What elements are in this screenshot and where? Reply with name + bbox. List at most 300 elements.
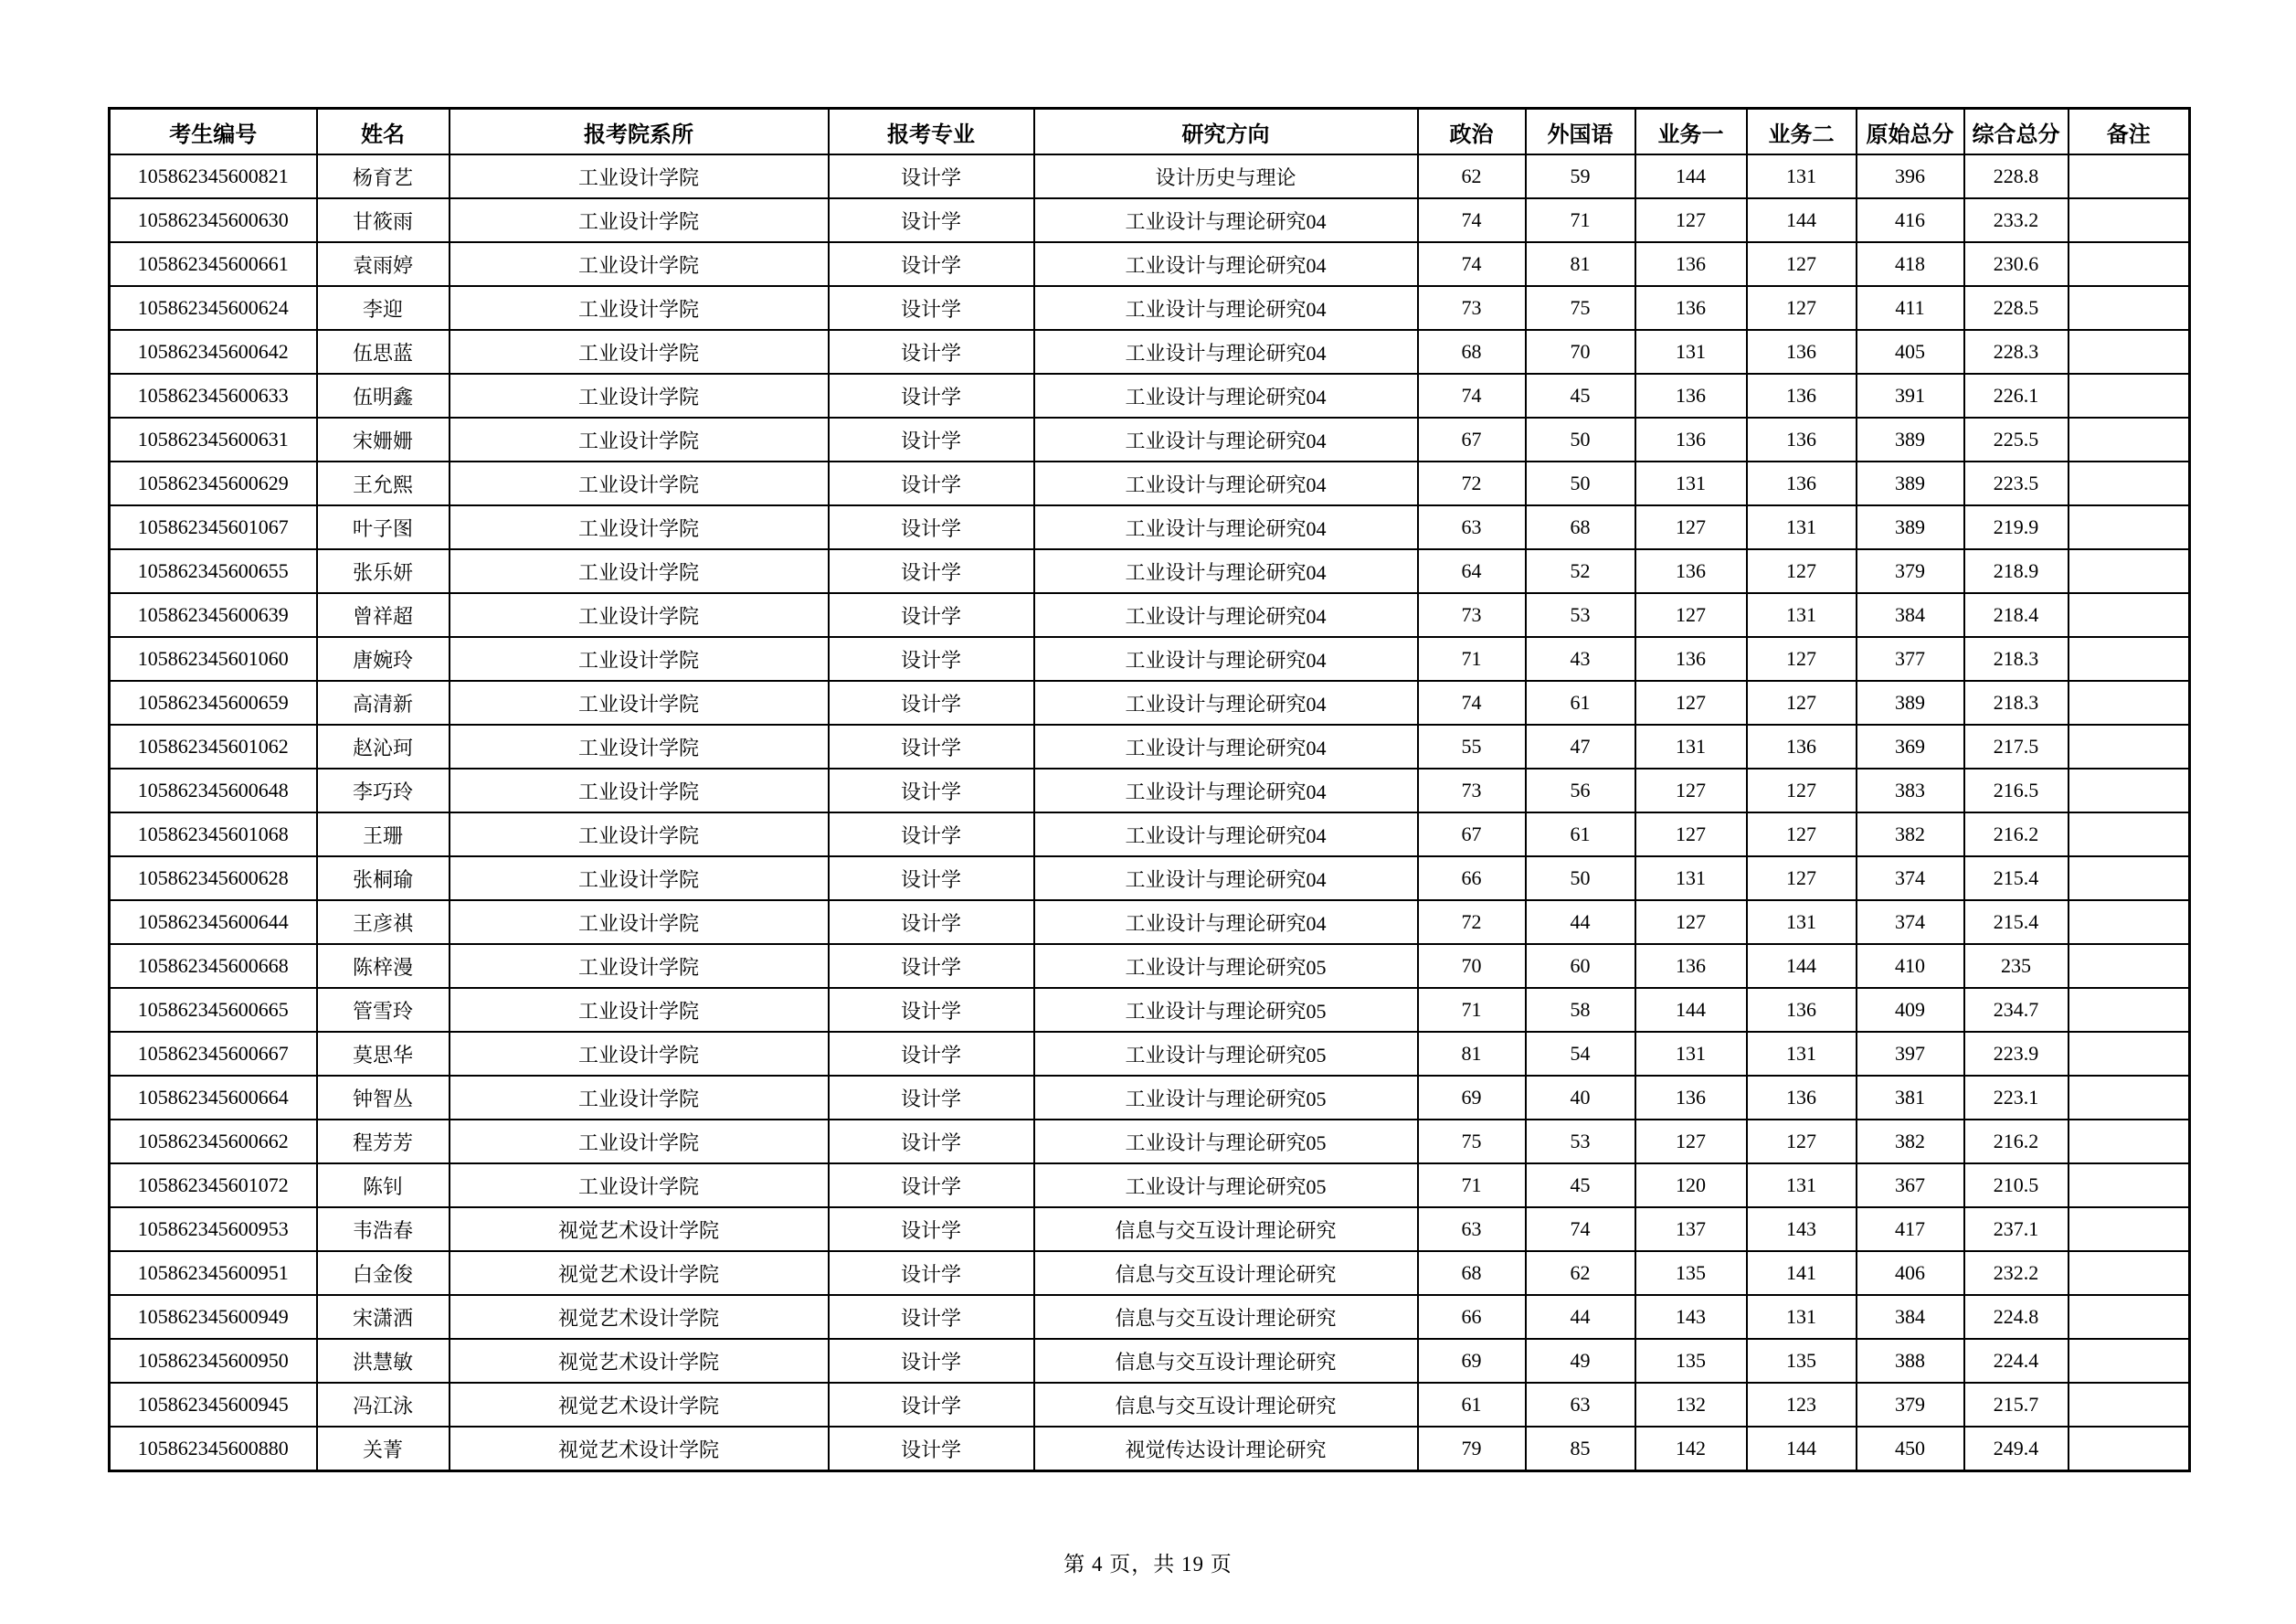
cell: 127: [1747, 812, 1857, 856]
cell: 61: [1526, 681, 1635, 725]
cell: 228.8: [1964, 154, 2069, 198]
cell: 131: [1635, 462, 1747, 505]
cell: 215.4: [1964, 900, 2069, 944]
cell: 131: [1635, 330, 1747, 374]
cell: 233.2: [1964, 198, 2069, 242]
cell: 设计学: [829, 900, 1034, 944]
cell: 74: [1526, 1207, 1635, 1251]
header-row: [110, 109, 2190, 155]
cell: 设计学: [829, 944, 1034, 988]
cell: 131: [1747, 505, 1857, 549]
cell: 视觉艺术设计学院: [450, 1339, 829, 1383]
column-header: 综合总分: [1964, 109, 2069, 155]
cell: 411: [1857, 286, 1964, 330]
cell: 设计学: [829, 330, 1034, 374]
cell: 设计学: [829, 856, 1034, 900]
cell: 设计学: [829, 1383, 1034, 1427]
cell: 144: [1747, 944, 1857, 988]
cell: 设计学: [829, 154, 1034, 198]
cell: 144: [1747, 1427, 1857, 1471]
table-row: [110, 286, 2190, 330]
cell: 127: [1747, 286, 1857, 330]
cell: 105862345600667: [110, 1032, 317, 1076]
cell: 127: [1635, 198, 1747, 242]
cell: 218.9: [1964, 549, 2069, 593]
cell: 冯江泳: [317, 1383, 450, 1427]
cell: 工业设计学院: [450, 198, 829, 242]
cell: 218.3: [1964, 681, 2069, 725]
cell: 74: [1418, 374, 1526, 418]
cell: 工业设计与理论研究05: [1034, 1120, 1418, 1163]
table-row: [110, 812, 2190, 856]
cell: 127: [1747, 549, 1857, 593]
cell: [2069, 593, 2190, 637]
cell: 105862345600821: [110, 154, 317, 198]
cell: 406: [1857, 1251, 1964, 1295]
cell: 74: [1418, 681, 1526, 725]
cell: 设计学: [829, 198, 1034, 242]
cell: 131: [1635, 856, 1747, 900]
cell: 105862345601068: [110, 812, 317, 856]
cell: [2069, 900, 2190, 944]
table-row: [110, 505, 2190, 549]
cell: 工业设计学院: [450, 462, 829, 505]
cell: 85: [1526, 1427, 1635, 1471]
cell: 389: [1857, 462, 1964, 505]
cell: 曾祥超: [317, 593, 450, 637]
column-header: 报考院系所: [450, 109, 829, 155]
table-row: [110, 1207, 2190, 1251]
cell: 工业设计学院: [450, 856, 829, 900]
cell: 105862345600945: [110, 1383, 317, 1427]
column-header: 原始总分: [1857, 109, 1964, 155]
column-header: 外国语: [1526, 109, 1635, 155]
cell: [2069, 1295, 2190, 1339]
cell: 131: [1747, 1295, 1857, 1339]
cell: 工业设计学院: [450, 330, 829, 374]
table-row: [110, 637, 2190, 681]
cell: 136: [1635, 1076, 1747, 1120]
cell: 389: [1857, 681, 1964, 725]
cell: [2069, 1163, 2190, 1207]
cell: 工业设计与理论研究04: [1034, 549, 1418, 593]
cell: 设计学: [829, 725, 1034, 769]
cell: 70: [1418, 944, 1526, 988]
table-row: [110, 374, 2190, 418]
cell: 409: [1857, 988, 1964, 1032]
table-row: [110, 549, 2190, 593]
cell: [2069, 1427, 2190, 1471]
cell: 136: [1747, 462, 1857, 505]
cell: 设计学: [829, 769, 1034, 812]
cell: 249.4: [1964, 1427, 2069, 1471]
cell: 232.2: [1964, 1251, 2069, 1295]
cell: 105862345600953: [110, 1207, 317, 1251]
cell: 226.1: [1964, 374, 2069, 418]
cell: 洪慧敏: [317, 1339, 450, 1383]
cell: 143: [1635, 1295, 1747, 1339]
table-row: [110, 418, 2190, 462]
cell: [2069, 944, 2190, 988]
table-row: [110, 1120, 2190, 1163]
cell: 105862345601067: [110, 505, 317, 549]
cell: 105862345600629: [110, 462, 317, 505]
cell: 工业设计与理论研究04: [1034, 374, 1418, 418]
cell: 工业设计学院: [450, 242, 829, 286]
cell: 66: [1418, 856, 1526, 900]
cell: 宋潇洒: [317, 1295, 450, 1339]
cell: 61: [1418, 1383, 1526, 1427]
cell: 59: [1526, 154, 1635, 198]
cell: 工业设计学院: [450, 1120, 829, 1163]
cell: 132: [1635, 1383, 1747, 1427]
cell: 工业设计与理论研究05: [1034, 1163, 1418, 1207]
cell: 视觉艺术设计学院: [450, 1427, 829, 1471]
cell: 伍明鑫: [317, 374, 450, 418]
column-header: 报考专业: [829, 109, 1034, 155]
cell: 230.6: [1964, 242, 2069, 286]
cell: 136: [1635, 637, 1747, 681]
table-row: [110, 944, 2190, 988]
cell: 410: [1857, 944, 1964, 988]
cell: 127: [1635, 593, 1747, 637]
cell: 136: [1635, 944, 1747, 988]
cell: 383: [1857, 769, 1964, 812]
cell: 127: [1635, 681, 1747, 725]
cell: 49: [1526, 1339, 1635, 1383]
cell: 55: [1418, 725, 1526, 769]
cell: 71: [1526, 198, 1635, 242]
table-row: [110, 769, 2190, 812]
cell: 71: [1418, 988, 1526, 1032]
cell: 陈钊: [317, 1163, 450, 1207]
cell: 李迎: [317, 286, 450, 330]
cell: 陈梓漫: [317, 944, 450, 988]
cell: 设计学: [829, 462, 1034, 505]
cell: 127: [1635, 900, 1747, 944]
cell: 设计学: [829, 1163, 1034, 1207]
cell: 68: [1418, 1251, 1526, 1295]
cell: 384: [1857, 1295, 1964, 1339]
cell: 237.1: [1964, 1207, 2069, 1251]
cell: 210.5: [1964, 1163, 2069, 1207]
table-row: [110, 900, 2190, 944]
cell: 53: [1526, 1120, 1635, 1163]
cell: 223.9: [1964, 1032, 2069, 1076]
cell: 141: [1747, 1251, 1857, 1295]
cell: 105862345600661: [110, 242, 317, 286]
cell: 工业设计学院: [450, 286, 829, 330]
cell: 工业设计学院: [450, 725, 829, 769]
table-row: [110, 1076, 2190, 1120]
cell: 王珊: [317, 812, 450, 856]
cell: 127: [1747, 637, 1857, 681]
column-header: 备注: [2069, 109, 2190, 155]
cell: 视觉艺术设计学院: [450, 1383, 829, 1427]
cell: 43: [1526, 637, 1635, 681]
cell: 105862345600648: [110, 769, 317, 812]
cell: 钟智丛: [317, 1076, 450, 1120]
cell: 384: [1857, 593, 1964, 637]
cell: 工业设计学院: [450, 637, 829, 681]
cell: 127: [1635, 505, 1747, 549]
cell: 程芳芳: [317, 1120, 450, 1163]
cell: [2069, 1207, 2190, 1251]
cell: [2069, 637, 2190, 681]
cell: 71: [1418, 1163, 1526, 1207]
cell: 工业设计与理论研究05: [1034, 988, 1418, 1032]
cell: 105862345600633: [110, 374, 317, 418]
cell: 143: [1747, 1207, 1857, 1251]
table-row: [110, 1383, 2190, 1427]
cell: 219.9: [1964, 505, 2069, 549]
cell: 105862345600630: [110, 198, 317, 242]
column-header: 政治: [1418, 109, 1526, 155]
cell: 136: [1635, 374, 1747, 418]
cell: 53: [1526, 593, 1635, 637]
cell: 工业设计学院: [450, 1032, 829, 1076]
cell: 唐婉玲: [317, 637, 450, 681]
cell: 视觉艺术设计学院: [450, 1207, 829, 1251]
cell: 工业设计与理论研究05: [1034, 1032, 1418, 1076]
cell: 71: [1418, 637, 1526, 681]
cell: [2069, 549, 2190, 593]
cell: 131: [1747, 154, 1857, 198]
cell: 叶子图: [317, 505, 450, 549]
cell: 74: [1418, 198, 1526, 242]
cell: 信息与交互设计理论研究: [1034, 1295, 1418, 1339]
cell: 382: [1857, 1120, 1964, 1163]
cell: 50: [1526, 462, 1635, 505]
cell: 105862345601072: [110, 1163, 317, 1207]
cell: 设计学: [829, 812, 1034, 856]
table-row: [110, 1339, 2190, 1383]
cell: 王彦祺: [317, 900, 450, 944]
cell: 216.2: [1964, 812, 2069, 856]
cell: 工业设计学院: [450, 154, 829, 198]
table-row: [110, 681, 2190, 725]
cell: 63: [1418, 1207, 1526, 1251]
cell: 伍思蓝: [317, 330, 450, 374]
cell: 450: [1857, 1427, 1964, 1471]
cell: 215.7: [1964, 1383, 2069, 1427]
cell: 工业设计与理论研究05: [1034, 1076, 1418, 1120]
cell: 216.2: [1964, 1120, 2069, 1163]
cell: 62: [1526, 1251, 1635, 1295]
cell: 123: [1747, 1383, 1857, 1427]
cell: 设计学: [829, 505, 1034, 549]
cell: 工业设计与理论研究05: [1034, 944, 1418, 988]
cell: 52: [1526, 549, 1635, 593]
cell: [2069, 374, 2190, 418]
cell: 袁雨婷: [317, 242, 450, 286]
cell: 144: [1635, 988, 1747, 1032]
cell: 223.1: [1964, 1076, 2069, 1120]
cell: 215.4: [1964, 856, 2069, 900]
cell: 44: [1526, 1295, 1635, 1339]
cell: 工业设计与理论研究04: [1034, 812, 1418, 856]
cell: 81: [1526, 242, 1635, 286]
cell: 105862345601060: [110, 637, 317, 681]
cell: 设计历史与理论: [1034, 154, 1418, 198]
cell: 127: [1747, 242, 1857, 286]
cell: 工业设计与理论研究04: [1034, 330, 1418, 374]
cell: 工业设计与理论研究04: [1034, 198, 1418, 242]
table-row: [110, 1427, 2190, 1471]
cell: 70: [1526, 330, 1635, 374]
cell: 216.5: [1964, 769, 2069, 812]
cell: 设计学: [829, 242, 1034, 286]
cell: 73: [1418, 286, 1526, 330]
cell: 131: [1635, 1032, 1747, 1076]
cell: 56: [1526, 769, 1635, 812]
cell: 377: [1857, 637, 1964, 681]
cell: 223.5: [1964, 462, 2069, 505]
cell: 设计学: [829, 1076, 1034, 1120]
cell: 388: [1857, 1339, 1964, 1383]
cell: 131: [1747, 593, 1857, 637]
cell: 工业设计与理论研究04: [1034, 725, 1418, 769]
cell: 设计学: [829, 1295, 1034, 1339]
cell: 58: [1526, 988, 1635, 1032]
cell: 374: [1857, 856, 1964, 900]
table-row: [110, 856, 2190, 900]
cell: 工业设计学院: [450, 593, 829, 637]
cell: 142: [1635, 1427, 1747, 1471]
cell: 工业设计学院: [450, 505, 829, 549]
cell: 66: [1418, 1295, 1526, 1339]
cell: 设计学: [829, 1032, 1034, 1076]
cell: [2069, 856, 2190, 900]
cell: 62: [1418, 154, 1526, 198]
cell: [2069, 812, 2190, 856]
cell: 67: [1418, 812, 1526, 856]
cell: 131: [1635, 725, 1747, 769]
cell: [2069, 988, 2190, 1032]
cell: 宋姗姗: [317, 418, 450, 462]
cell: [2069, 505, 2190, 549]
cell: 李巧玲: [317, 769, 450, 812]
cell: 工业设计与理论研究04: [1034, 462, 1418, 505]
table-row: [110, 1295, 2190, 1339]
table-row: [110, 154, 2190, 198]
cell: 218.3: [1964, 637, 2069, 681]
cell: 工业设计学院: [450, 1076, 829, 1120]
cell: 工业设计与理论研究04: [1034, 418, 1418, 462]
cell: 69: [1418, 1076, 1526, 1120]
cell: [2069, 154, 2190, 198]
table-row: [110, 725, 2190, 769]
cell: 405: [1857, 330, 1964, 374]
cell: 工业设计与理论研究04: [1034, 856, 1418, 900]
cell: 工业设计学院: [450, 374, 829, 418]
cell: 396: [1857, 154, 1964, 198]
cell: 设计学: [829, 1339, 1034, 1383]
cell: 105862345600659: [110, 681, 317, 725]
cell: 75: [1526, 286, 1635, 330]
cell: 105862345600950: [110, 1339, 317, 1383]
cell: 127: [1635, 1120, 1747, 1163]
cell: 设计学: [829, 1251, 1034, 1295]
cell: 68: [1418, 330, 1526, 374]
cell: 60: [1526, 944, 1635, 988]
cell: 工业设计与理论研究04: [1034, 637, 1418, 681]
table-body: [110, 154, 2190, 1471]
cell: 设计学: [829, 374, 1034, 418]
table-row: [110, 462, 2190, 505]
cell: 视觉传达设计理论研究: [1034, 1427, 1418, 1471]
cell: [2069, 1251, 2190, 1295]
table-row: [110, 330, 2190, 374]
cell: 韦浩春: [317, 1207, 450, 1251]
column-header: 业务二: [1747, 109, 1857, 155]
cell: 105862345600949: [110, 1295, 317, 1339]
admission-score-table: [108, 107, 2191, 1472]
cell: 135: [1635, 1251, 1747, 1295]
cell: 369: [1857, 725, 1964, 769]
cell: 工业设计学院: [450, 988, 829, 1032]
cell: 136: [1635, 418, 1747, 462]
cell: 甘筱雨: [317, 198, 450, 242]
table-row: [110, 1032, 2190, 1076]
cell: 45: [1526, 374, 1635, 418]
cell: 105862345600639: [110, 593, 317, 637]
cell: [2069, 725, 2190, 769]
cell: 管雪玲: [317, 988, 450, 1032]
cell: 131: [1747, 1163, 1857, 1207]
cell: [2069, 462, 2190, 505]
cell: 40: [1526, 1076, 1635, 1120]
cell: [2069, 418, 2190, 462]
cell: 工业设计学院: [450, 681, 829, 725]
cell: 135: [1747, 1339, 1857, 1383]
cell: 工业设计学院: [450, 812, 829, 856]
cell: 设计学: [829, 637, 1034, 681]
cell: 杨育艺: [317, 154, 450, 198]
cell: 工业设计学院: [450, 549, 829, 593]
cell: 63: [1526, 1383, 1635, 1427]
cell: 224.8: [1964, 1295, 2069, 1339]
cell: [2069, 1032, 2190, 1076]
cell: 234.7: [1964, 988, 2069, 1032]
cell: [2069, 1120, 2190, 1163]
cell: 136: [1747, 988, 1857, 1032]
cell: 设计学: [829, 286, 1034, 330]
cell: [2069, 769, 2190, 812]
cell: 389: [1857, 418, 1964, 462]
cell: 137: [1635, 1207, 1747, 1251]
cell: 379: [1857, 1383, 1964, 1427]
cell: 白金俊: [317, 1251, 450, 1295]
cell: 136: [1747, 1076, 1857, 1120]
cell: 235: [1964, 944, 2069, 988]
cell: 工业设计学院: [450, 1163, 829, 1207]
cell: 工业设计学院: [450, 900, 829, 944]
cell: 225.5: [1964, 418, 2069, 462]
column-header: 姓名: [317, 109, 450, 155]
cell: 设计学: [829, 1427, 1034, 1471]
cell: 高清新: [317, 681, 450, 725]
cell: 73: [1418, 593, 1526, 637]
cell: 418: [1857, 242, 1964, 286]
cell: 67: [1418, 418, 1526, 462]
cell: 105862345601062: [110, 725, 317, 769]
cell: 73: [1418, 769, 1526, 812]
cell: 391: [1857, 374, 1964, 418]
cell: 设计学: [829, 549, 1034, 593]
table-row: [110, 593, 2190, 637]
cell: 44: [1526, 900, 1635, 944]
